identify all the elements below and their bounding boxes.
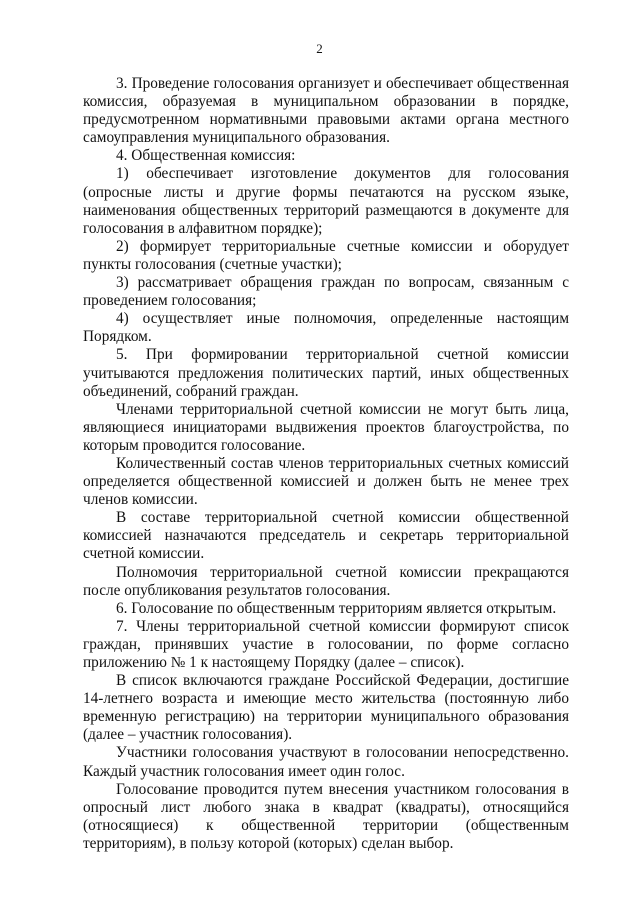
paragraph: 3) рассматривает обращения граждан по вопросам, связанным с проведением голосования;: [83, 274, 569, 310]
paragraph: Участники голосования участвуют в голосовании непосредственно. Каждый участник голосования имеет один голос.: [83, 744, 569, 780]
paragraph: Членами территориальной счетной комиссии не могут быть лица, являющиеся инициаторами выдвижения проектов благоустройства, по которым проводится голосование.: [83, 400, 569, 454]
paragraph: 1) обеспечивает изготовление документов для голосования (опросные листы и другие формы печатаются на русском языке, наименования общественных территорий размещаются в документе для голосования в алфавитном порядке);: [83, 165, 569, 237]
paragraph: В составе территориальной счетной комиссии общественной комиссией назначаются председатель и секретарь территориальной счетной комиссии.: [83, 509, 569, 563]
paragraph: 6. Голосование по общественным территориям является открытым.: [116, 599, 557, 617]
paragraph: 3. Проведение голосования организует и обеспечивает общественная комиссия, образуемая в муниципальном образовании в порядке, предусмотренном нормативными правовыми актами органа местного самоуправления муниципального образования.: [83, 75, 569, 147]
paragraph: 5. При формировании территориальной счетной комиссии учитываются предложения политических партий, иных общественных объединений, собраний граждан.: [83, 346, 569, 400]
paragraph: Количественный состав членов территориальных счетных комиссий определяется общественной комиссией и должен быть не менее трех членов комиссии.: [83, 454, 569, 509]
paragraph: Полномочия территориальной счетной комиссии прекращаются после опубликования результатов голосования.: [83, 563, 569, 599]
paragraph: В список включаются граждане Российской Федерации, достигшие 14-летнего возраста и имеющие место жительства (постоянную либо временную регистрацию) на территории муниципального образования (далее – участник голосования).: [83, 672, 569, 744]
paragraph: 2) формирует территориальные счетные комиссии и оборудует пункты голосования (счетные участки);: [83, 237, 569, 273]
page-number: 2: [316, 41, 323, 56]
paragraph: 7. Члены территориальной счетной комиссии формируют список граждан, принявших участие в голосовании, по форме согласно приложению № 1 к настоящему Порядку (далее – список).: [83, 617, 569, 671]
document-body: [83, 75, 569, 853]
paragraph: 4) осуществляет иные полномочия, определенные настоящим Порядком.: [83, 310, 569, 346]
paragraph: 4. Общественная комиссия:: [116, 147, 296, 165]
paragraph: Голосование проводится путем внесения участником голосования в опросный лист любого знака в квадрат (квадраты), относящийся (относящиеся) к общественной территории (общественным территориям), в пользу которой (которых) сделан выбор.: [83, 780, 569, 852]
